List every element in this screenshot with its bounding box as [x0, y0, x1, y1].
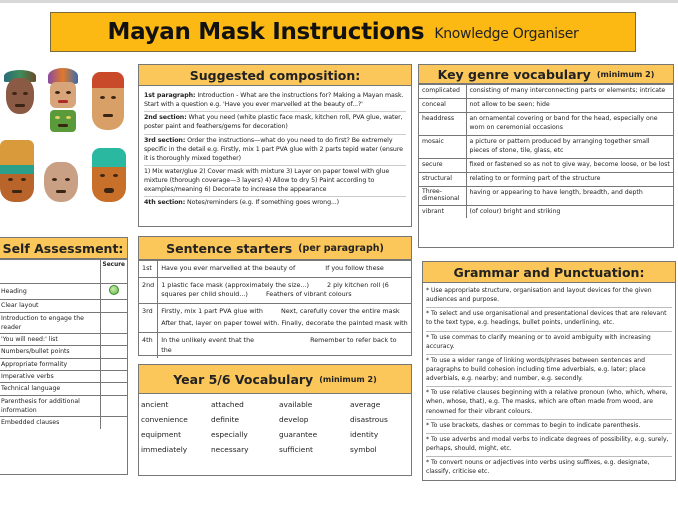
mask-icon: [92, 148, 126, 202]
thumbs-up-icon[interactable]: [109, 285, 119, 295]
genre-vocabulary-table: [419, 84, 673, 218]
panel-heading: [423, 262, 675, 283]
grammar-punctuation-panel: [422, 261, 676, 481]
grammar-item: * Use appropriate structure, organisation and layout devices for the given audiences and purpose.: [426, 285, 672, 308]
vocab-word: ancient: [141, 400, 169, 409]
sentence-starters-table: [139, 260, 411, 358]
mask-icon: [50, 110, 76, 132]
secure-checkbox[interactable]: [100, 312, 127, 334]
table-row: 1st Have you ever marvelled at the beauty of If you follow these: [139, 261, 411, 278]
year56-heading: Year 5/6 Vocabulary: [173, 371, 314, 387]
secure-checkbox[interactable]: [100, 300, 127, 312]
grammar-item: * To use commas to clarify meaning or to avoid ambiguity with increasing accuracy.: [426, 332, 672, 355]
secure-checkbox[interactable]: [100, 358, 127, 370]
mayan-masks-illustration: [0, 68, 136, 206]
secure-column-header: Secure: [100, 260, 127, 284]
table-row: Three-dimensional having or appearing to have length, breadth, and depth: [419, 186, 673, 205]
criteria-row: Imperative verbs: [0, 371, 127, 383]
vocab-word: equipment: [141, 430, 181, 439]
genre-vocabulary-panel: [418, 64, 674, 248]
grammar-item: * To use brackets, dashes or commas to begin to indicate parenthesis.: [426, 420, 672, 434]
table-row: secure fixed or fastened so as not to give way, become loose, or be lost: [419, 158, 673, 172]
criteria-row: Embedded clauses: [0, 417, 127, 429]
genre-heading: Key genre vocabulary: [437, 66, 591, 82]
vocab-word: identity: [350, 430, 379, 439]
sentence-starters-panel: [138, 236, 412, 356]
grammar-item: * To use adverbs and modal verbs to indicate degrees of possibility, e.g. surely, perhaps, should, might, etc.: [426, 434, 672, 457]
secure-checkbox[interactable]: [100, 334, 127, 346]
year56-vocabulary-panel: [138, 364, 412, 476]
vocab-word: average: [350, 400, 381, 409]
vocab-word: definite: [211, 415, 240, 424]
vocab-word: disastrous: [350, 415, 388, 424]
vocab-word: guarantee: [279, 430, 318, 439]
starters-heading-note: (per paragraph): [298, 242, 384, 254]
table-row: 4th In the unlikely event that the Remember to refer back to the: [139, 333, 411, 359]
grammar-item: * To use relative clauses beginning with a relative pronoun (who, which, where, when, whose, that), e.g. The masks, which are often made from wood, are renowned for their vibrant colours.: [426, 387, 672, 419]
secure-checkbox[interactable]: [100, 346, 127, 358]
year56-heading-note: (minimum 2): [319, 374, 377, 384]
criteria-row: Heading: [0, 284, 127, 300]
vocab-word: symbol: [350, 445, 377, 454]
mask-icon: [50, 82, 76, 108]
panel-heading: [139, 365, 411, 394]
criteria-row: Appropriate formality: [0, 358, 127, 370]
vocab-word: sufficient: [279, 445, 313, 454]
self-assessment-heading: Self Assessment:: [2, 240, 124, 256]
self-assessment-panel: [0, 237, 128, 475]
suggested-composition-panel: [138, 64, 412, 227]
self-assessment-table: [0, 259, 127, 429]
vocab-word: immediately: [141, 445, 188, 454]
composition-row: 3rd section: Order the instructions—what do you need to do first? Be extremely specific in the detail e.g. Firstly, mix 1 part PVA glue with 2 parts tepid water (ensure it is thoroughly mixed together): [144, 135, 406, 166]
vocab-word: develop: [279, 415, 309, 424]
year56-word-grid: [139, 394, 411, 454]
grammar-item: * To select and use organisational and presentational devices that are relevant to the text type, e.g. headings, bullet points, underlining, etc.: [426, 308, 672, 331]
vocab-word: especially: [211, 430, 248, 439]
composition-heading: Suggested composition:: [189, 67, 361, 83]
table-row: headdress an ornamental covering or band for the head, especially one worn on ceremonial occasions: [419, 112, 673, 135]
table-row: vibrant (of colour) bright and striking: [419, 205, 673, 218]
mask-icon: [44, 162, 78, 202]
secure-checkbox[interactable]: [100, 383, 127, 395]
table-row: 2nd 1 plastic face mask (approximately the size...) 2 ply kitchen roll (6 squares per child should...) Feathers of vibrant colours: [139, 277, 411, 303]
grammar-heading: Grammar and Punctuation:: [453, 264, 645, 280]
grammar-item: * To convert nouns or adjectives into verbs using suffixes, e.g. designate, classify, criticise etc.: [426, 459, 650, 476]
secure-checkbox[interactable]: [100, 417, 127, 429]
top-edge: [0, 0, 678, 3]
panel-heading: [139, 237, 411, 260]
page-title: Mayan Mask Instructions: [107, 19, 425, 45]
table-row: conceal not allow to be seen; hide: [419, 98, 673, 112]
starters-heading: Sentence starters: [166, 240, 293, 256]
composition-row: 1) Mix water/glue 2) Cover mask with mixture 3) Layer on paper towel with glue mixture (thorough coverage—3 layers) 4) Allow to dry 5) Paint according to examples/meaning 6) Decorate to increase the appearance: [144, 166, 406, 197]
criteria-row: Numbers/bullet points: [0, 346, 127, 358]
criteria-row: Parenthesis for additional information: [0, 395, 127, 417]
vocab-word: convenience: [141, 415, 188, 424]
table-row: 3rd Firstly, mix 1 part PVA glue with Next, carefully cover the entire mask After that, layer on paper towel with. Finally, decorate the painted mask with: [139, 303, 411, 332]
composition-row: 2nd section: What you need (white plastic face mask, kitchen roll, PVA glue, water, poster paint and feathers/gems for decoration): [144, 112, 406, 134]
panel-heading: [0, 238, 127, 259]
panel-heading: [139, 65, 411, 86]
criteria-row: Technical language: [0, 383, 127, 395]
mask-icon: [6, 78, 34, 114]
title-banner: [50, 12, 636, 52]
criteria-row: Clear layout: [0, 300, 127, 312]
table-row: structural relating to or forming part of the structure: [419, 172, 673, 186]
secure-checkbox[interactable]: [100, 371, 127, 383]
secure-checkbox[interactable]: [100, 395, 127, 417]
vocab-word: attached: [211, 400, 244, 409]
mask-icon: [0, 140, 34, 202]
genre-heading-note: (minimum 2): [596, 69, 655, 79]
panel-heading: [419, 65, 673, 84]
table-row: mosaic a picture or pattern produced by arranging together small pieces of stone, tile, glass, etc: [419, 135, 673, 158]
table-row: complicated consisting of many interconnecting parts or elements; intricate: [419, 85, 673, 99]
composition-row: 1st paragraph: Introduction - What are the instructions for? Making a Mayan mask. Start with a question e.g. 'Have you ever marvelled at the beauty of...?': [144, 90, 406, 112]
criteria-row: Introduction to engage the reader: [0, 312, 127, 334]
grammar-item: * To use a wider range of linking words/phrases between sentences and paragraphs to build cohesion including time adverbials, e.g. later; place adverbials, e.g. nearby; and number, e.g. secondly.: [426, 355, 672, 387]
composition-row: 4th section: Notes/reminders (e.g. If something goes wrong...): [144, 199, 340, 207]
vocab-word: available: [279, 400, 313, 409]
criteria-row: 'You will need:' list: [0, 334, 127, 346]
mask-icon: [92, 72, 124, 130]
page-subtitle: Knowledge Organiser: [434, 26, 579, 42]
vocab-word: necessary: [211, 445, 249, 454]
